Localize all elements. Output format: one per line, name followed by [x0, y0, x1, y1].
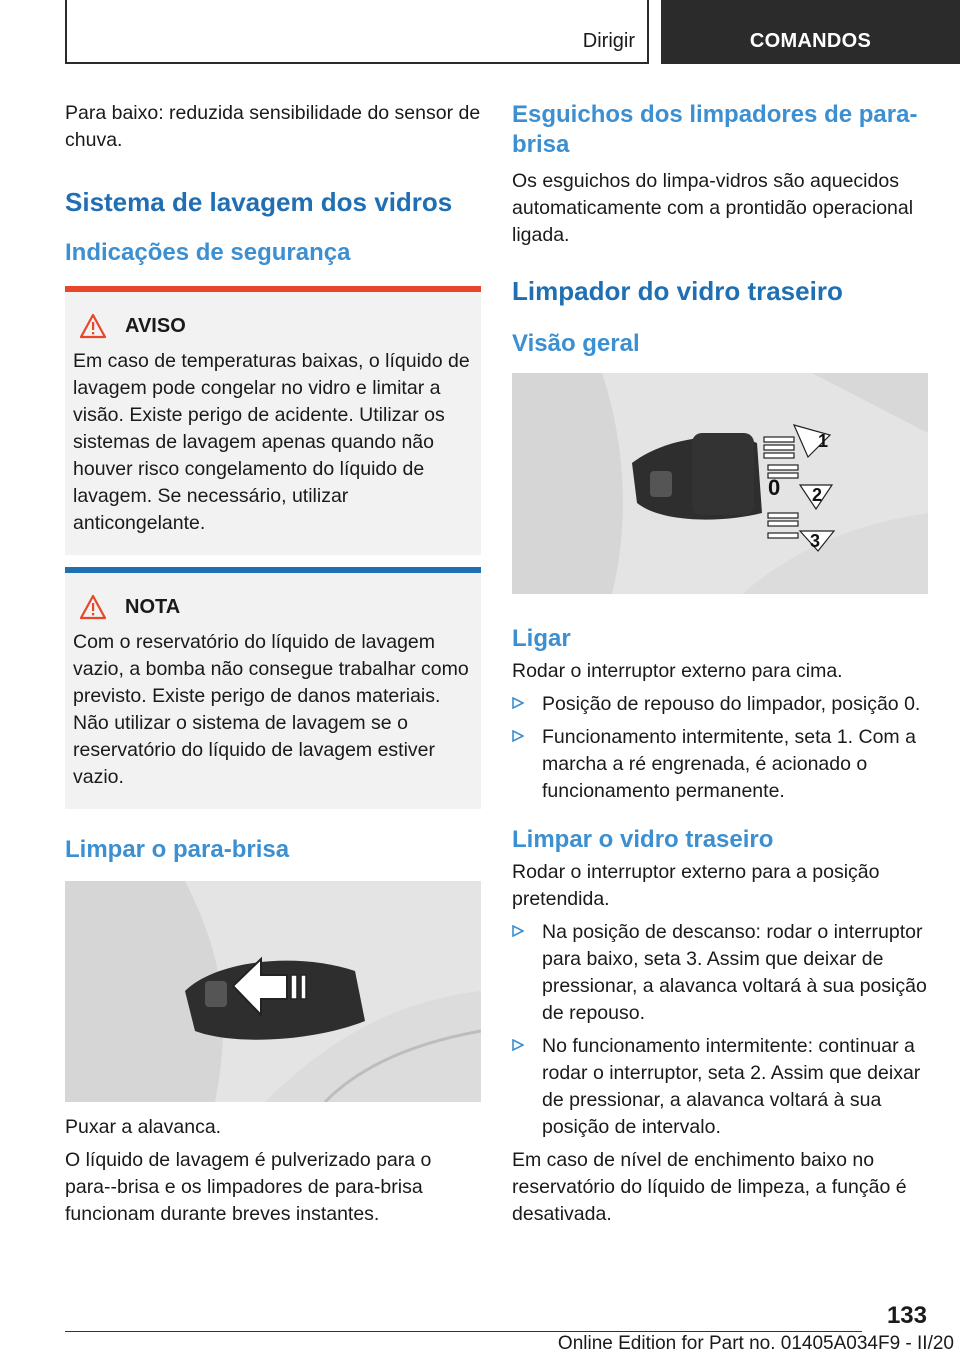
note-title: NOTA [125, 595, 181, 618]
rear-wiper-illustration [512, 373, 928, 594]
header-chapter-title: COMANDOS [749, 30, 872, 52]
header-chapter-box [661, 0, 960, 64]
list-item: No funcionamento intermitente: continuar a rodar o interruptor, seta 2. Assim que deixar de pressionar, a alavanca voltará à sua posição de intervalo. [512, 1033, 928, 1141]
note-text: Com o reservatório do líquido de lavagem vazio, a bomba não consegue trabalhar como previsto. Existe perigo de danos materiais. Não utilizar o sistema de lavagem se o reservatório do líquido de lavagem estiver vazio. [73, 631, 469, 788]
heading-switch-on: Ligar [512, 625, 571, 652]
label-position-0: 0 [768, 475, 781, 500]
pull-lever-text: Puxar a alavanca. [65, 1116, 222, 1138]
lever-pull-image [65, 881, 481, 1102]
list-item: Na posição de descanso: rodar o interruptor para baixo, seta 3. Assim que deixar de pressionar, a alavanca voltará à sua posição de repouso. [512, 919, 928, 1027]
triangle-bullet-icon [512, 697, 524, 709]
header-section-box [65, 0, 649, 64]
list-item: Funcionamento intermitente, seta 1. Com a marcha a ré engrenada, é acionado o funcionamento permanente. [512, 724, 928, 805]
switch-on-text: Rodar o interruptor externo para cima. [512, 660, 843, 682]
note-triangle-icon [79, 594, 107, 620]
level-text: Em caso de nível de enchimento baixo no reservatório do líquido de limpeza, a função é desativada. [512, 1149, 907, 1225]
page-number: 133 [886, 1302, 927, 1329]
label-arrow-1: 1 [818, 431, 829, 451]
warning-box [65, 286, 481, 555]
clean-rear-list [512, 919, 928, 1141]
heading-overview: Visão geral [512, 330, 640, 357]
heading-clean-rear: Limpar o vidro traseiro [512, 826, 774, 853]
rear-wiper-switch-image [512, 373, 928, 594]
footer-divider [65, 1331, 862, 1332]
heading-wash-system: Sistema de lavagem dos vidros [65, 187, 453, 217]
lever-pull-illustration [65, 881, 481, 1102]
footer-edition: Online Edition for Part no. 01405A034F9 - II/20 [557, 1333, 954, 1354]
spray-text: O líquido de lavagem é pulverizado para o para--brisa e os limpadores de para-brisa funcionam durante breves instantes. [65, 1149, 432, 1225]
warning-title: AVISO [125, 314, 186, 337]
list-item: Posição de repouso do limpador, posição 0. [512, 691, 928, 718]
triangle-bullet-icon [512, 730, 524, 742]
switch-on-list [512, 691, 928, 805]
heading-clean-windshield: Limpar o para-brisa [65, 836, 290, 863]
warning-triangle-icon [79, 313, 107, 339]
left-column [65, 100, 481, 1228]
warning-text: Em caso de temperaturas baixas, o líquido de lavagem pode congelar no vidro e limitar a visão. Existe perigo de acidente. Utilizar os sistemas de lavagem apenas quando não houver risco congelamento do líquido de lavagem. Se necessário, utilizar anticongelante. [73, 350, 470, 534]
intro-text: Para baixo: reduzida sensibilidade do sensor de chuva. [65, 102, 481, 151]
note-box [65, 567, 481, 809]
note-title-row [79, 593, 473, 621]
triangle-bullet-icon [512, 925, 524, 937]
triangle-bullet-icon [512, 1039, 524, 1051]
heading-nozzles: Esguichos dos limpadores de para-brisa [512, 101, 918, 158]
clean-rear-text: Rodar o interruptor externo para a posição pretendida. [512, 861, 880, 910]
heading-rear-wiper: Limpador do vidro traseiro [512, 276, 843, 306]
warning-title-row [79, 312, 473, 340]
label-arrow-2: 2 [812, 485, 823, 505]
nozzles-text: Os esguichos do limpa-vidros são aquecidos automaticamente com a prontidão operacional ligada. [512, 170, 914, 246]
heading-safety: Indicações de segurança [65, 239, 351, 266]
right-column [512, 100, 928, 1228]
header-section-title: Dirigir [582, 30, 635, 52]
label-arrow-3: 3 [810, 531, 821, 551]
